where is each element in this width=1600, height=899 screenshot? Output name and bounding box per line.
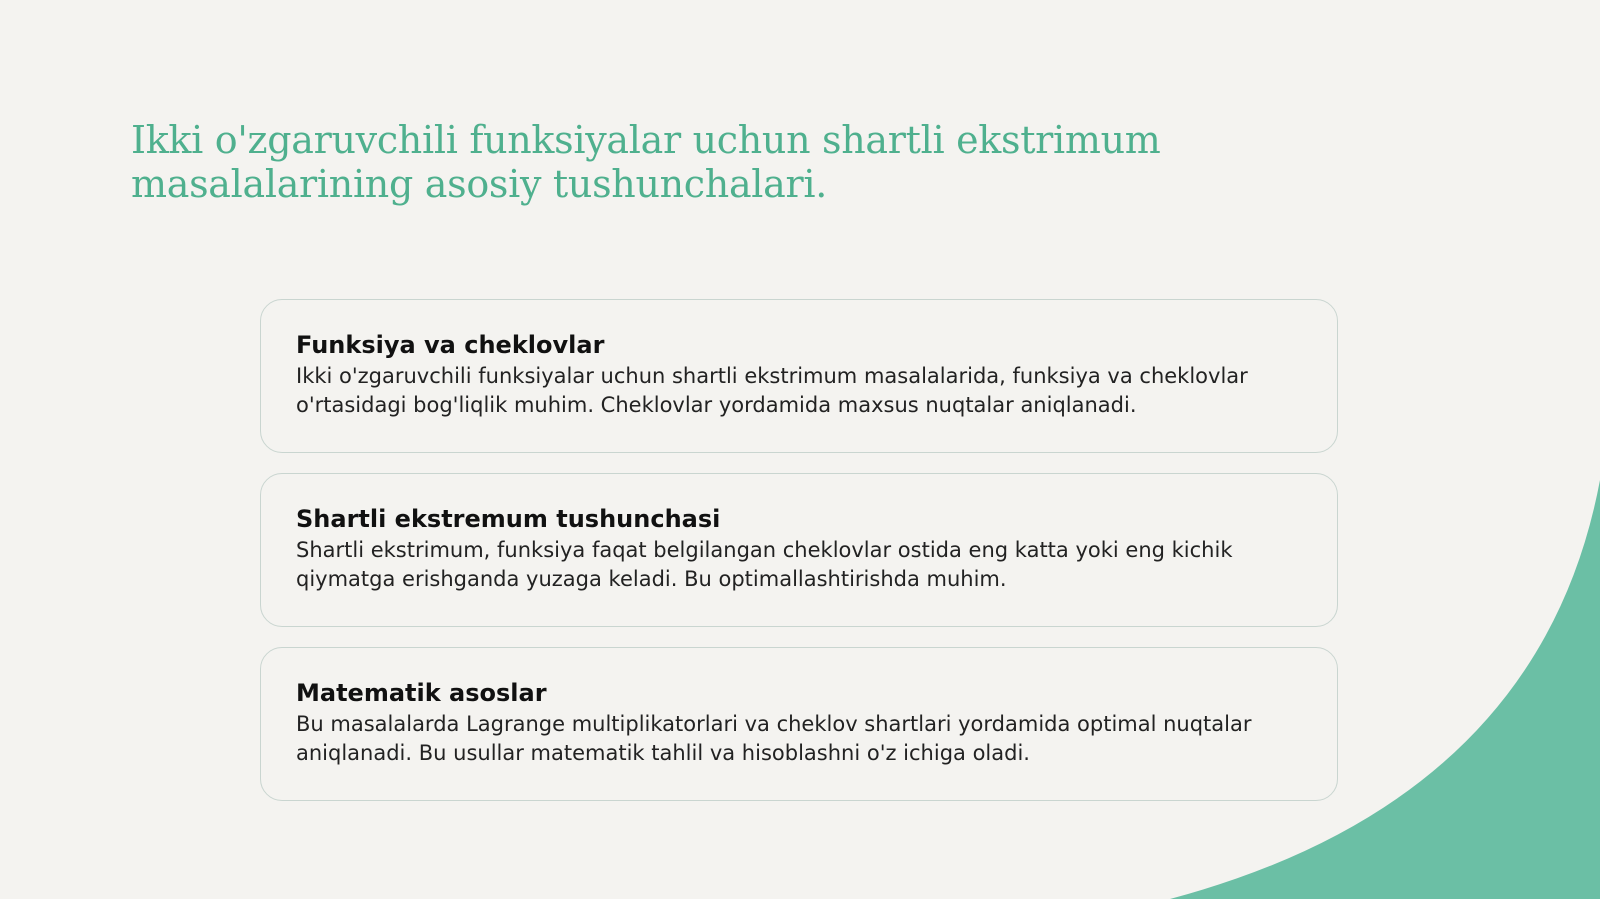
card-text: Shartli ekstrimum, funksiya faqat belgilangan cheklovlar ostida eng katta yoki eng kichik qiymatga erishganda yuzaga keladi. Bu optimallashtirishda muhim. <box>296 538 1233 591</box>
card-text: Ikki o'zgaruvchili funksiyalar uchun shartli ekstrimum masalalarida, funksiya va cheklovlar o'rtasidagi bog'liqlik muhim. Cheklovlar yordamida maxsus nuqtalar aniqlanadi. <box>296 364 1248 417</box>
card-title: Shartli ekstremum tushunchasi <box>296 505 721 533</box>
card-funksiya-va-cheklovlar <box>260 299 1338 453</box>
card-text: Bu masalalarda Lagrange multiplikatorlari va cheklov shartlari yordamida optimal nuqtalar aniqlanadi. Bu usullar matematik tahlil va hisoblashni o'z ichiga oladi. <box>296 712 1252 765</box>
slide-title: Ikki o'zgaruvchili funksiyalar uchun shartli ekstrimum masalalarining asosiy tushunchalari. <box>131 118 1161 206</box>
card-title: Funksiya va cheklovlar <box>296 331 605 359</box>
card-matematik-asoslar <box>260 647 1338 801</box>
card-title: Matematik asoslar <box>296 679 547 707</box>
card-shartli-ekstremum <box>260 473 1338 627</box>
